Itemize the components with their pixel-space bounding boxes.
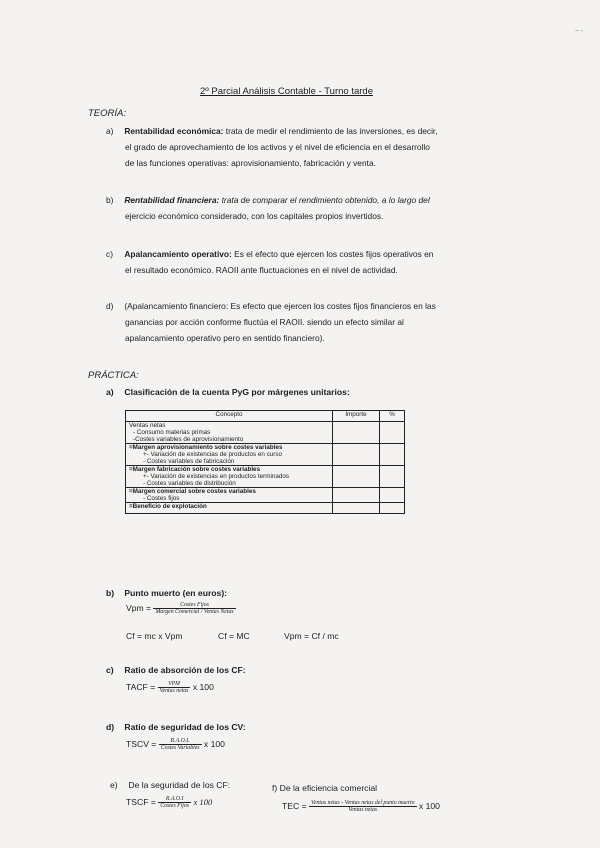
- concept-line: - Costes variables de distribución: [143, 480, 236, 487]
- teoria-item-c: [106, 246, 546, 278]
- section-title: Punto muerto (en euros):: [124, 588, 228, 598]
- fraction-denominator: Costes Fijos: [160, 803, 190, 809]
- formula-lhs: TACF =: [126, 681, 156, 692]
- item-marker: a): [106, 126, 114, 136]
- section-title: De la seguridad de los CF:: [128, 780, 231, 790]
- teoria-item-d: [106, 298, 546, 346]
- teoria-item-b: [106, 192, 546, 224]
- margin-speck: ~ -: [575, 28, 584, 35]
- table-cell-percent: [380, 422, 405, 444]
- item-marker: b): [106, 588, 115, 598]
- pyg-table-wrap: [125, 410, 405, 514]
- section-title: Clasificación de la cuenta PyG por márgenes unitarios:: [124, 387, 350, 397]
- fraction-numerator: R.A.O.I.: [159, 738, 202, 745]
- pyg-table: [125, 410, 405, 514]
- header-percent: %: [380, 411, 405, 422]
- fraction-denominator: Costes Variables: [160, 745, 200, 751]
- fraction-numerator: R.A.O.I: [158, 796, 191, 803]
- concept-line: Ventas netas: [129, 422, 166, 429]
- table-cell-concept: [126, 422, 333, 444]
- table-cell-importe: [333, 422, 380, 444]
- teoria-item-a: [106, 123, 546, 171]
- fraction-denominator: Margen Comercial / Ventas Netas: [155, 609, 234, 615]
- concept-line: - Costes variables de fabricación: [143, 458, 235, 465]
- table-cell-percent: [380, 444, 405, 466]
- item-line: ejercicio económico considerado, con los capitales propios invertidos.: [125, 211, 384, 221]
- section-title: Ratio de absorción de los CF:: [124, 665, 246, 675]
- formula-rhs: x 100: [192, 681, 214, 692]
- item-line: trata de medir el rendimiento de las inversiones, es decir,: [225, 126, 438, 136]
- item-marker: b): [106, 195, 114, 205]
- formula-lhs: TSCF =: [126, 796, 156, 807]
- practica-c-title: [106, 665, 246, 675]
- formula-lhs: TEC =: [282, 800, 307, 811]
- table-row: [126, 422, 405, 444]
- tscf-fraction: [158, 796, 191, 809]
- table-cell-importe: [333, 503, 380, 514]
- section-title: De la eficiencia comercial: [279, 783, 378, 793]
- item-marker: d): [106, 301, 114, 311]
- item-line: el grado de aprovechamiento de los activos y el nivel de eficiencia en el desarrollo: [125, 142, 430, 152]
- concept-line: +- Variación de existencias de productos en curso: [143, 451, 283, 458]
- fraction-denominator: Ventas netas: [159, 688, 189, 694]
- concept-line: =Beneficio de explotación: [129, 503, 207, 510]
- table-header-row: [126, 411, 405, 422]
- item-line: el resultado económico. RAOII ante fluctuaciones en el nivel de actividad.: [125, 265, 398, 275]
- formula-rhs: x 100: [193, 796, 213, 807]
- formula-vpm-cf: Vpm = Cf / mc: [284, 631, 339, 641]
- table-row: [126, 503, 405, 514]
- table-cell-importe: [333, 444, 380, 466]
- item-marker: e): [110, 780, 118, 790]
- concept-line: =Margen aprovisionamiento sobre costes variables: [129, 444, 283, 451]
- section-title: Ratio de seguridad de los CV:: [124, 722, 246, 732]
- item-marker: f): [272, 783, 278, 793]
- tec-formula: [282, 800, 440, 813]
- page-title: 2º Parcial Análisis Contable - Turno tarde: [200, 86, 373, 97]
- table-cell-importe: [333, 466, 380, 488]
- item-line: de las funciones operativas: aprovisionamiento, fabricación y venta.: [125, 158, 376, 168]
- table-cell-concept: [126, 503, 333, 514]
- formula-lhs: Vpm =: [126, 602, 152, 613]
- item-term: (Apalancamiento financiero:: [124, 301, 229, 311]
- practica-heading: PRÁCTICA:: [88, 370, 139, 381]
- concept-line: =Margen fabricación sobre costes variables: [129, 466, 261, 473]
- concept-line: - Consumo materias primas: [133, 429, 211, 436]
- practica-e-title: [110, 780, 230, 790]
- tscv-formula: [126, 738, 225, 751]
- tscf-formula: [126, 796, 212, 809]
- table-row: [126, 466, 405, 488]
- table-cell-percent: [380, 466, 405, 488]
- item-marker: c): [106, 249, 113, 259]
- vpm-formula: [126, 602, 236, 615]
- table-cell-concept: [126, 444, 333, 466]
- table-row: [126, 488, 405, 503]
- teoria-heading: TEORÍA:: [88, 108, 127, 119]
- item-marker: a): [106, 387, 114, 397]
- table-cell-percent: [380, 488, 405, 503]
- formula-cf-eq: Cf = MC: [218, 631, 250, 641]
- formula-lhs: TSCV =: [126, 738, 157, 749]
- fraction-numerator: Costes Fijos: [153, 602, 235, 609]
- fraction-numerator: VPM: [158, 681, 191, 688]
- item-line: Es el efecto que ejercen los costes fijos operativos en: [234, 249, 434, 259]
- item-line: apalancamiento operativo pero en sentido financiero).: [125, 333, 325, 343]
- table-row: [126, 444, 405, 466]
- formula-rhs: x 100: [418, 800, 440, 811]
- fraction-denominator: Ventas netas: [348, 807, 378, 813]
- item-marker: d): [106, 722, 115, 732]
- tscv-fraction: [159, 738, 202, 751]
- vpm-fraction: [153, 602, 235, 615]
- item-marker: c): [106, 665, 114, 675]
- practica-d-title: [106, 722, 246, 732]
- tacf-fraction: [158, 681, 191, 694]
- concept-line: +- Variación de existencias en productos terminados: [143, 473, 290, 480]
- header-concepto: Concepto: [126, 411, 333, 422]
- practica-a-title: [106, 387, 350, 397]
- table-cell-percent: [380, 503, 405, 514]
- practica-b-title: [106, 588, 227, 598]
- item-term: Rentabilidad financiera:: [124, 195, 220, 205]
- item-line: trata de comparar el rendimiento obtenido, a lo largo del: [221, 195, 430, 205]
- table-cell-importe: [333, 488, 380, 503]
- practica-f-title: [272, 783, 377, 793]
- fraction-numerator: Ventas netas - Ventas netas del punto muerto: [310, 800, 415, 806]
- item-term: Apalancamiento operativo:: [124, 249, 232, 259]
- table-cell-concept: [126, 466, 333, 488]
- item-line: Es efecto que ejercen los costes fijos financieros en las: [230, 301, 436, 311]
- formula-cf-mc: Cf = mc x Vpm: [126, 631, 183, 641]
- tacf-formula: [126, 681, 214, 694]
- item-line: ganancias por acción conforme fluctúa el RAOII. siendo un efecto similar al: [125, 317, 404, 327]
- concept-line: =Margen comercial sobre costes variables: [129, 488, 256, 495]
- tec-fraction: [309, 800, 417, 813]
- concept-line: - Costes fijos: [143, 495, 180, 502]
- header-importe: Importe: [333, 411, 380, 422]
- formula-rhs: x 100: [203, 738, 225, 749]
- item-term: Rentabilidad económica:: [124, 126, 224, 136]
- concept-line: -Costes variables de aprovisionamiento: [133, 436, 244, 443]
- table-cell-concept: [126, 488, 333, 503]
